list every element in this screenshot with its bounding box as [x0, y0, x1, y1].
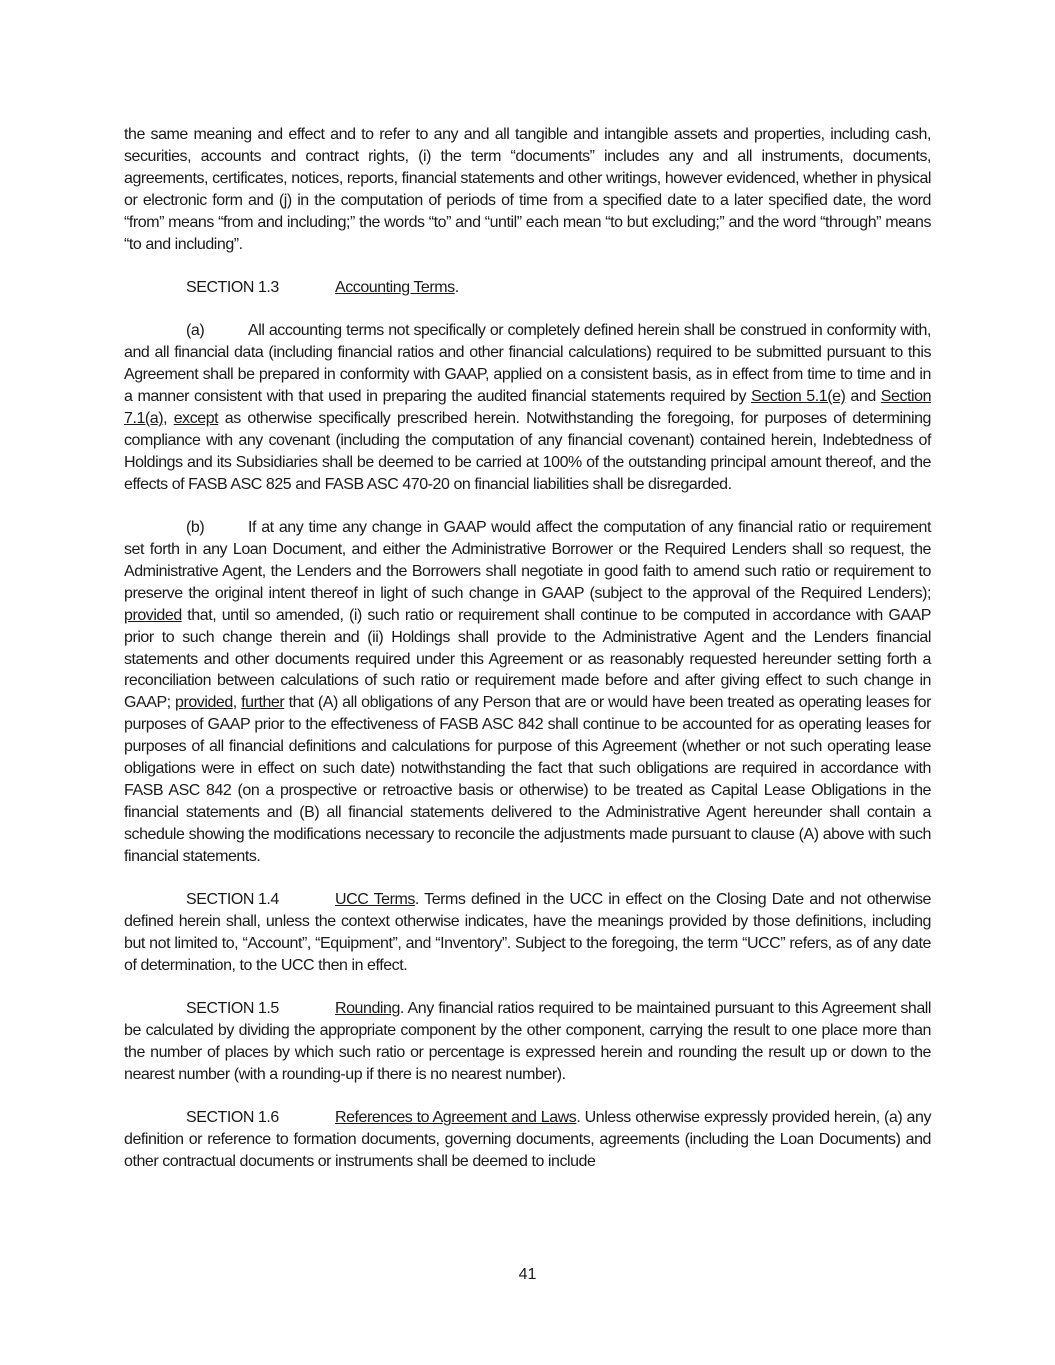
- clause-label: (a): [186, 322, 205, 340]
- cross-reference: Section 5.1(e): [751, 388, 846, 406]
- intro-paragraph: the same meaning and effect and to refer to any and all tangible and intangible assets and properties, including cash, securities, accounts and contract rights, (i) the term “documents” includes any and all instruments, documents, agreements, certificates, notices, reports, financial statements and other writings, however evidenced, whether in physical or electronic form and (j) in the computation of periods of time from a specified date to a later specified date, the word “from” means “from and including;” the words “to” and “until” each mean “to but excluding;” and the word “through” means “to and including”.: [124, 126, 931, 253]
- emphasis-term: further: [241, 694, 285, 712]
- document-page: [124, 124, 931, 1195]
- section-number: SECTION 1.4: [186, 891, 279, 909]
- section-1-3-heading: SECTION 1.3 Accounting Terms.: [124, 277, 931, 299]
- section-title: References to Agreement and Laws: [335, 1109, 577, 1127]
- paragraph-a: (a) All accounting terms not specifically or completely defined herein shall be construed in conformity with, and all financial data (including financial ratios and other financial calculations) required to be submitted pursuant to this Agreement shall be prepared in conformity with GAAP, applied on a consistent basis, as in effect from time to time and in a manner consistent with that used in preparing the audited financial statements required by Section 5.1(e) and Section 7.1(a), except as otherwise specifically prescribed herein. Notwithstanding the foregoing, for purposes of determining compliance with any covenant (including the computation of any financial covenant) contained herein, Indebtedness of Holdings and its Subsidiaries shall be deemed to be carried at 100% of the outstanding principal amount thereof, and the effects of FASB ASC 825 and FASB ASC 470-20 on financial liabilities shall be disregarded.: [124, 322, 932, 493]
- section-title: Rounding: [335, 1000, 400, 1018]
- cross-reference: Section 7.1(a): [124, 388, 932, 427]
- section-number: SECTION 1.5: [186, 1000, 279, 1018]
- page-number: 41: [518, 1266, 537, 1283]
- emphasis-term: provided: [124, 606, 182, 624]
- section-1-4-paragraph: SECTION 1.4 UCC Terms. Terms defined in the UCC in effect on the Closing Date and not otherwise defined herein shall, unless the context otherwise indicates, have the meanings provided by those definitions, including but not limited to, “Account”, “Equipment”, and “Inventory”. Subject to the foregoing, the term “UCC” refers, as of any date of determination, to the UCC then in effect.: [124, 891, 932, 974]
- emphasis-term: except: [173, 409, 219, 427]
- section-title: Accounting Terms: [335, 278, 455, 296]
- clause-label: (b): [186, 519, 205, 537]
- section-number: SECTION 1.3: [186, 278, 279, 296]
- section-1-5-paragraph: SECTION 1.5 Rounding. Any financial ratios required to be maintained pursuant to this Agreement shall be calculated by dividing the appropriate component by the other component, carrying the result to one place more than the number of places by which such ratio or percentage is expressed herein and rounding the result up or down to the nearest number (with a rounding-up if there is no nearest number).: [124, 1000, 931, 1083]
- paragraph-b: (b) If at any time any change in GAAP would affect the computation of any financial ratio or requirement set forth in any Loan Document, and either the Administrative Borrower or the Required Lenders shall so request, the Administrative Agent, the Lenders and the Borrowers shall negotiate in good faith to amend such ratio or requirement to preserve the original intent thereof in light of such change in GAAP (subject to the approval of the Required Lenders); provided that, until so amended, (i) such ratio or requirement shall continue to be computed in accordance with GAAP prior to such change therein and (ii) Holdings shall provide to the Administrative Agent and the Lenders financial statements and other documents required under this Agreement or as reasonably requested hereunder setting forth a reconciliation between calculations of such ratio or requirement made before and after giving effect to such change in GAAP; provided, further that (A) all obligations of any Person that are or would have been treated as operating leases for purposes of GAAP prior to the effectiveness of FASB ASC 842 shall continue to be accounted for as operating leases for purposes of all financial definitions and calculations for purpose of this Agreement (whether or not such operating lease obligations were in effect on such date) notwithstanding the fact that such obligations are required in accordance with FASB ASC 842 (on a prospective or retroactive basis or otherwise) to be treated as Capital Lease Obligations in the financial statements and (B) all financial statements delivered to the Administrative Agent hereunder shall contain a schedule showing the modifications necessary to reconcile the adjustments made pursuant to clause (A) above with such financial statements.: [124, 519, 932, 865]
- section-1-6-paragraph: SECTION 1.6 References to Agreement and Laws. Unless otherwise expressly provided herein, (a) any definition or reference to formation documents, governing documents, agreements (including the Loan Documents) and other contractual documents or instruments shall be deemed to include: [124, 1109, 931, 1171]
- section-number: SECTION 1.6: [186, 1109, 279, 1127]
- emphasis-term: provided: [175, 694, 233, 712]
- section-title: UCC Terms: [335, 891, 415, 909]
